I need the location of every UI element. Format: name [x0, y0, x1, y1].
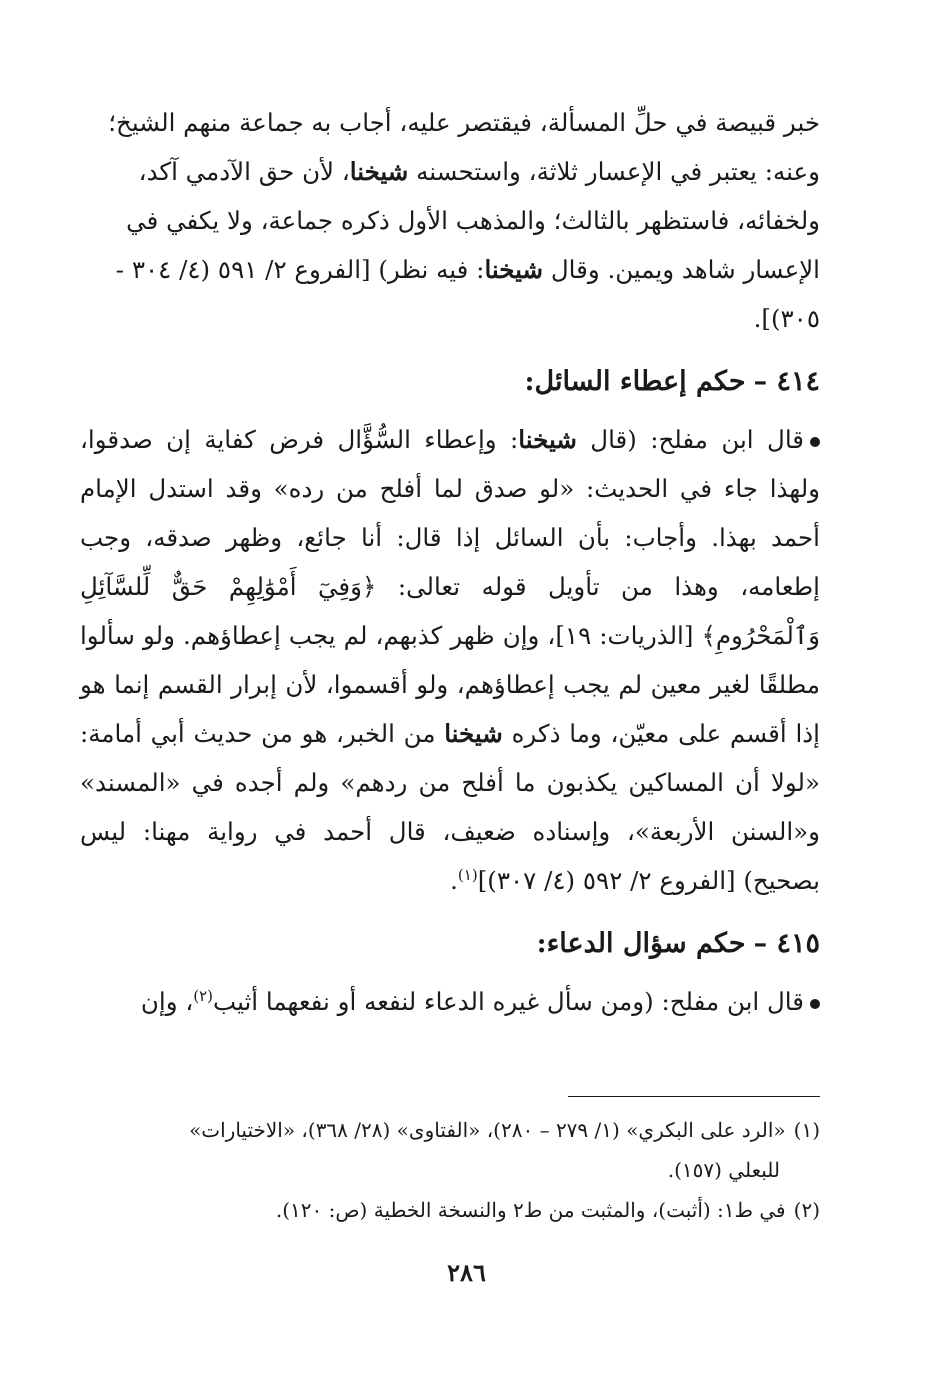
section-414-paragraph [80, 415, 820, 905]
intro-line-2 [80, 147, 820, 196]
s414-end: . [450, 866, 458, 895]
footnote-ref-1[interactable]: (١) [457, 865, 478, 884]
s414-shaykh-2: شيخنا [444, 719, 503, 748]
section-415-heading [80, 919, 820, 969]
footnote-1-continued: للبعلي (١٥٧). [667, 1158, 780, 1182]
intro-line-2-c: ، لأن حق الآدمي آكد، [138, 157, 350, 186]
intro-line-4-c: : فيه نظر) [الفروع ٢/ ٥٩١ (٤/ ٣٠٤ - [115, 255, 485, 284]
intro-line-3: ولخفائه، فاستظهر بالثالث؛ والمذهب الأول ذكره جماعة، ولا يكفي في [126, 206, 820, 235]
s415-part-2: ، وإن [140, 987, 194, 1016]
intro-line-4-shaykh: شيخنا [484, 255, 544, 284]
s414-part-3: : وإعطاء السُّؤَّال فرض كفاية إن صدقوا، ولهذا جاء في الحديث: «لو صدق لما أفلح من رده» وقد استدل الإمام أحمد بهذا. وأجاب: بأن السائل إذا قال: أنا جائع، وظهر صدقه، وجب إطعامه، وهذا من تأويل قوله تعالى: ﴿وَفِيٓ أَمْوَٰلِهِمْ حَقٌّ لِّلسَّآئِلِ وَٱلْمَحْرُومِ﴾ [الذريات: ١٩]، وإن ظهر كذبهم، لم يجب إعطاؤهم. ولو سألوا مطلقًا لغير معين لم يجب إعطاؤهم، ولو أقسموا، لأن إبرار القسم إنما هو إذا أقسم على معيّن، وما ذكره [80, 425, 820, 748]
intro-line-1: خبر قبيصة في حلِّ المسألة، فيقتصر عليه، أجاب به جماعة منهم الشيخ؛ [108, 108, 820, 137]
s414-shaykh-1: شيخنا [518, 425, 577, 454]
footnote-divider [568, 1096, 820, 1097]
section-414-heading [80, 357, 820, 407]
page-body [80, 98, 820, 1026]
footnote-1-text: «الرد على البكري» (١/ ٢٧٩ – ٢٨٠)، «الفتاوى» (٢٨/ ٣٦٨)، «الاختيارات» [189, 1118, 786, 1142]
bullet-icon [810, 999, 820, 1009]
section-414-title: حكم إعطاء السائل: [524, 366, 746, 397]
footnote-2-text: في ط١: (أثبت)، والمثبت من ط٢ والنسخة الخطية (ص: ١٢٠). [275, 1198, 786, 1222]
section-415-paragraph [80, 977, 820, 1026]
intro-line-5: ٣٠٥)]. [753, 304, 820, 333]
s414-part-5: من الخبر، هو من حديث أبي أمامة: «لولا أن المساكين يكذبون ما أفلح من ردهم» ولم أجده في «المسند» و«السنن الأربعة»، وإسناده ضعيف، قال أحمد في رواية مهنا: ليس بصحيح) [الفروع ٢/ ٥٩٢ (٤/ ٣٠٧)] [80, 719, 820, 895]
page-number: ٢٨٦ [447, 1258, 486, 1287]
section-414-number: ٤١٤ – [753, 366, 820, 397]
footnotes [80, 1110, 820, 1230]
intro-line-4 [80, 245, 820, 294]
footnote-2 [80, 1190, 820, 1230]
intro-line-4-a: الإعسار شاهد ويمين. وقال [543, 255, 820, 284]
bullet-icon [810, 437, 820, 447]
s414-part-1: قال ابن مفلح: (قال [576, 425, 804, 454]
footnote-1 [80, 1110, 820, 1150]
intro-paragraph [80, 98, 820, 343]
section-415-number: ٤١٥ – [753, 928, 820, 959]
footnote-2-marker: (٢) [793, 1198, 820, 1222]
section-415-title: حكم سؤال الدعاء: [536, 928, 746, 959]
s415-part-1: قال ابن مفلح: (ومن سأل غيره الدعاء لنفعه أو نفعهما أثيب [213, 987, 804, 1016]
intro-line-2-shaykh: شيخنا [349, 157, 409, 186]
footnote-ref-2[interactable]: (٢) [193, 986, 214, 1005]
intro-line-2-a: وعنه: يعتبر في الإعسار ثلاثة، واستحسنه [408, 157, 820, 186]
footnote-1-marker: (١) [793, 1118, 820, 1142]
